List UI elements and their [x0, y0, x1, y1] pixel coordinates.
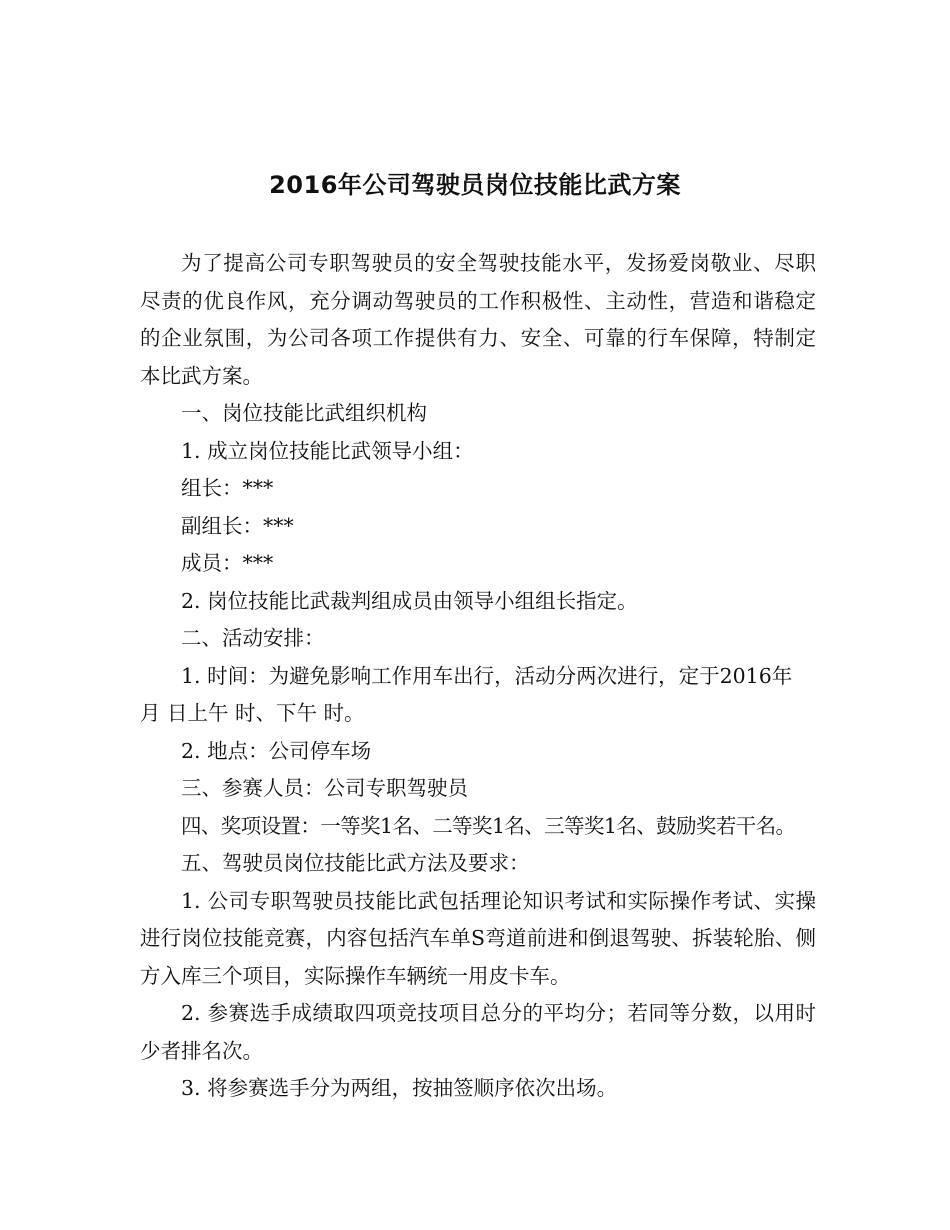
document-body	[140, 245, 816, 1108]
document-title: 2016年公司驾驶员岗位技能比武方案	[269, 171, 681, 199]
paragraph-leading-group: 1. 成立岗位技能比武领导小组：	[181, 438, 474, 463]
paragraph-method-1: 1. 公司专职驾驶员技能比武包括理论知识考试和实际操作考试、实操进行岗位技能竞赛，内容包括汽车单S弯道前进和倒退驾驶、拆装轮胎、侧方入库三个项目，实际操作车辆统一用皮卡车。	[140, 888, 816, 988]
section-heading-schedule: 二、活动安排：	[181, 626, 325, 650]
paragraph-members: 成员：***	[181, 551, 274, 575]
paragraph-method-2: 2. 参赛选手成绩取四项竞技项目总分的平均分；若同等分数，以用时少者排名次。	[140, 1001, 816, 1063]
section-heading-organization: 一、岗位技能比武组织机构	[181, 401, 427, 425]
paragraph-method-3: 3. 将参赛选手分为两组，按抽签顺序依次出场。	[181, 1076, 618, 1100]
paragraph-location: 2. 地点：公司停车场	[181, 738, 372, 763]
section-heading-participants: 三、参赛人员：公司专职驾驶员	[181, 776, 468, 800]
paragraph-deputy-leader: 副组长：***	[181, 513, 294, 538]
section-heading-methods: 五、驾驶员岗位技能比武方法及要求：	[181, 851, 530, 875]
paragraph-referee-group: 2. 岗位技能比武裁判组成员由领导小组组长指定。	[181, 588, 638, 613]
intro-paragraph: 为了提高公司专职驾驶员的安全驾驶技能水平，发扬爱岗敬业、尽职尽责的优良作风，充分调动驾驶员的工作积极性、主动性，营造和谐稳定的企业氛围，为公司各项工作提供有力、安全、可靠的行车保障，特制定本比武方案。	[140, 251, 816, 388]
paragraph-group-leader: 组长：***	[181, 476, 274, 500]
paragraph-time: 1. 时间：为避免影响工作用车出行，活动分两次进行，定于2016年 月 日上午 时、下午 时。	[140, 663, 793, 725]
section-heading-awards: 四、奖项设置：一等奖1名、二等奖1名、三等奖1名、鼓励奖若干名。	[181, 813, 796, 838]
